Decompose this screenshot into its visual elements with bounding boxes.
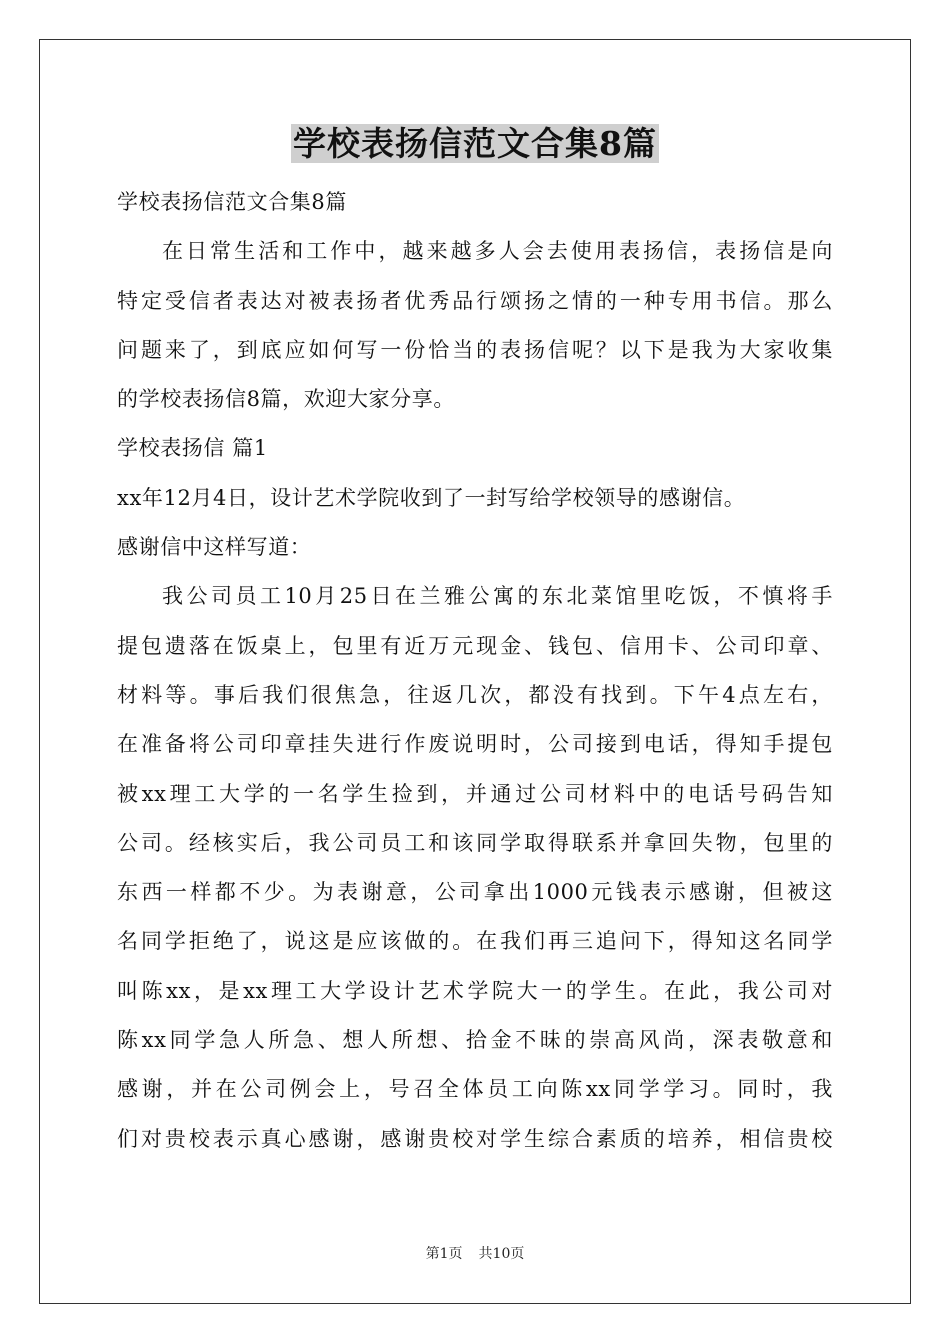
letter-paragraph-line: 我公司员工10月25日在兰雅公寓的东北菜馆里吃饭，不慎将手 — [162, 584, 833, 609]
page-number: 第1页 — [425, 1246, 463, 1262]
letter-paragraph-line: 感谢，并在公司例会上，号召全体员工向陈xx同学学习。同时，我 — [117, 1077, 833, 1102]
letter-paragraph-line: 东西一样都不少。为表谢意，公司拿出1000元钱表示感谢，但被这 — [117, 880, 833, 905]
section-heading: 学校表扬信 篇1 — [117, 436, 268, 461]
letter-paragraph-line: 提包遗落在饭桌上，包里有近万元现金、钱包、信用卡、公司印章、 — [117, 633, 833, 658]
body-line: 感谢信中这样写道： — [117, 535, 312, 560]
letter-paragraph-line: 被xx理工大学的一名学生捡到，并通过公司材料中的电话号码告知 — [117, 781, 833, 806]
letter-paragraph-line: 陈xx同学急人所急、想人所想、拾金不昧的崇高风尚，深表敬意和 — [117, 1028, 833, 1053]
letter-paragraph-line: 公司。经核实后，我公司员工和该同学取得联系并拿回失物，包里的 — [117, 830, 833, 855]
title-text: 学校表扬信范文合集8篇 — [293, 124, 657, 163]
intro-paragraph-line: 问题来了，到底应如何写一份恰当的表扬信呢？以下是我为大家收集 — [117, 337, 833, 362]
letter-paragraph-line: 名同学拒绝了，说这是应该做的。在我们再三追问下，得知这名同学 — [117, 929, 833, 954]
body-line: xx年12月4日，设计艺术学院收到了一封写给学校领导的感谢信。 — [117, 485, 746, 510]
intro-paragraph-line: 在日常生活和工作中，越来越多人会去使用表扬信，表扬信是向 — [162, 239, 833, 264]
document-body — [117, 178, 833, 1164]
page-total: 共10页 — [478, 1246, 525, 1262]
letter-paragraph-line: 叫陈xx，是xx理工大学设计艺术学院大一的学生。在此，我公司对 — [117, 978, 833, 1003]
letter-paragraph-line: 材料等。事后我们很焦急，往返几次，都没有找到。下午4点左右， — [117, 682, 833, 707]
letter-paragraph-line: 们对贵校表示真心感谢，感谢贵校对学生综合素质的培养，相信贵校 — [117, 1126, 833, 1151]
document-title — [0, 122, 950, 166]
intro-paragraph-line: 特定受信者表达对被表扬者优秀品行颂扬之情的一种专用书信。那么 — [117, 288, 833, 313]
intro-paragraph-line: 的学校表扬信8篇，欢迎大家分享。 — [117, 387, 455, 412]
page-footer — [0, 1244, 950, 1264]
letter-paragraph-line: 在准备将公司印章挂失进行作废说明时，公司接到电话，得知手提包 — [117, 732, 833, 757]
subtitle-line: 学校表扬信范文合集8篇 — [117, 190, 347, 214]
